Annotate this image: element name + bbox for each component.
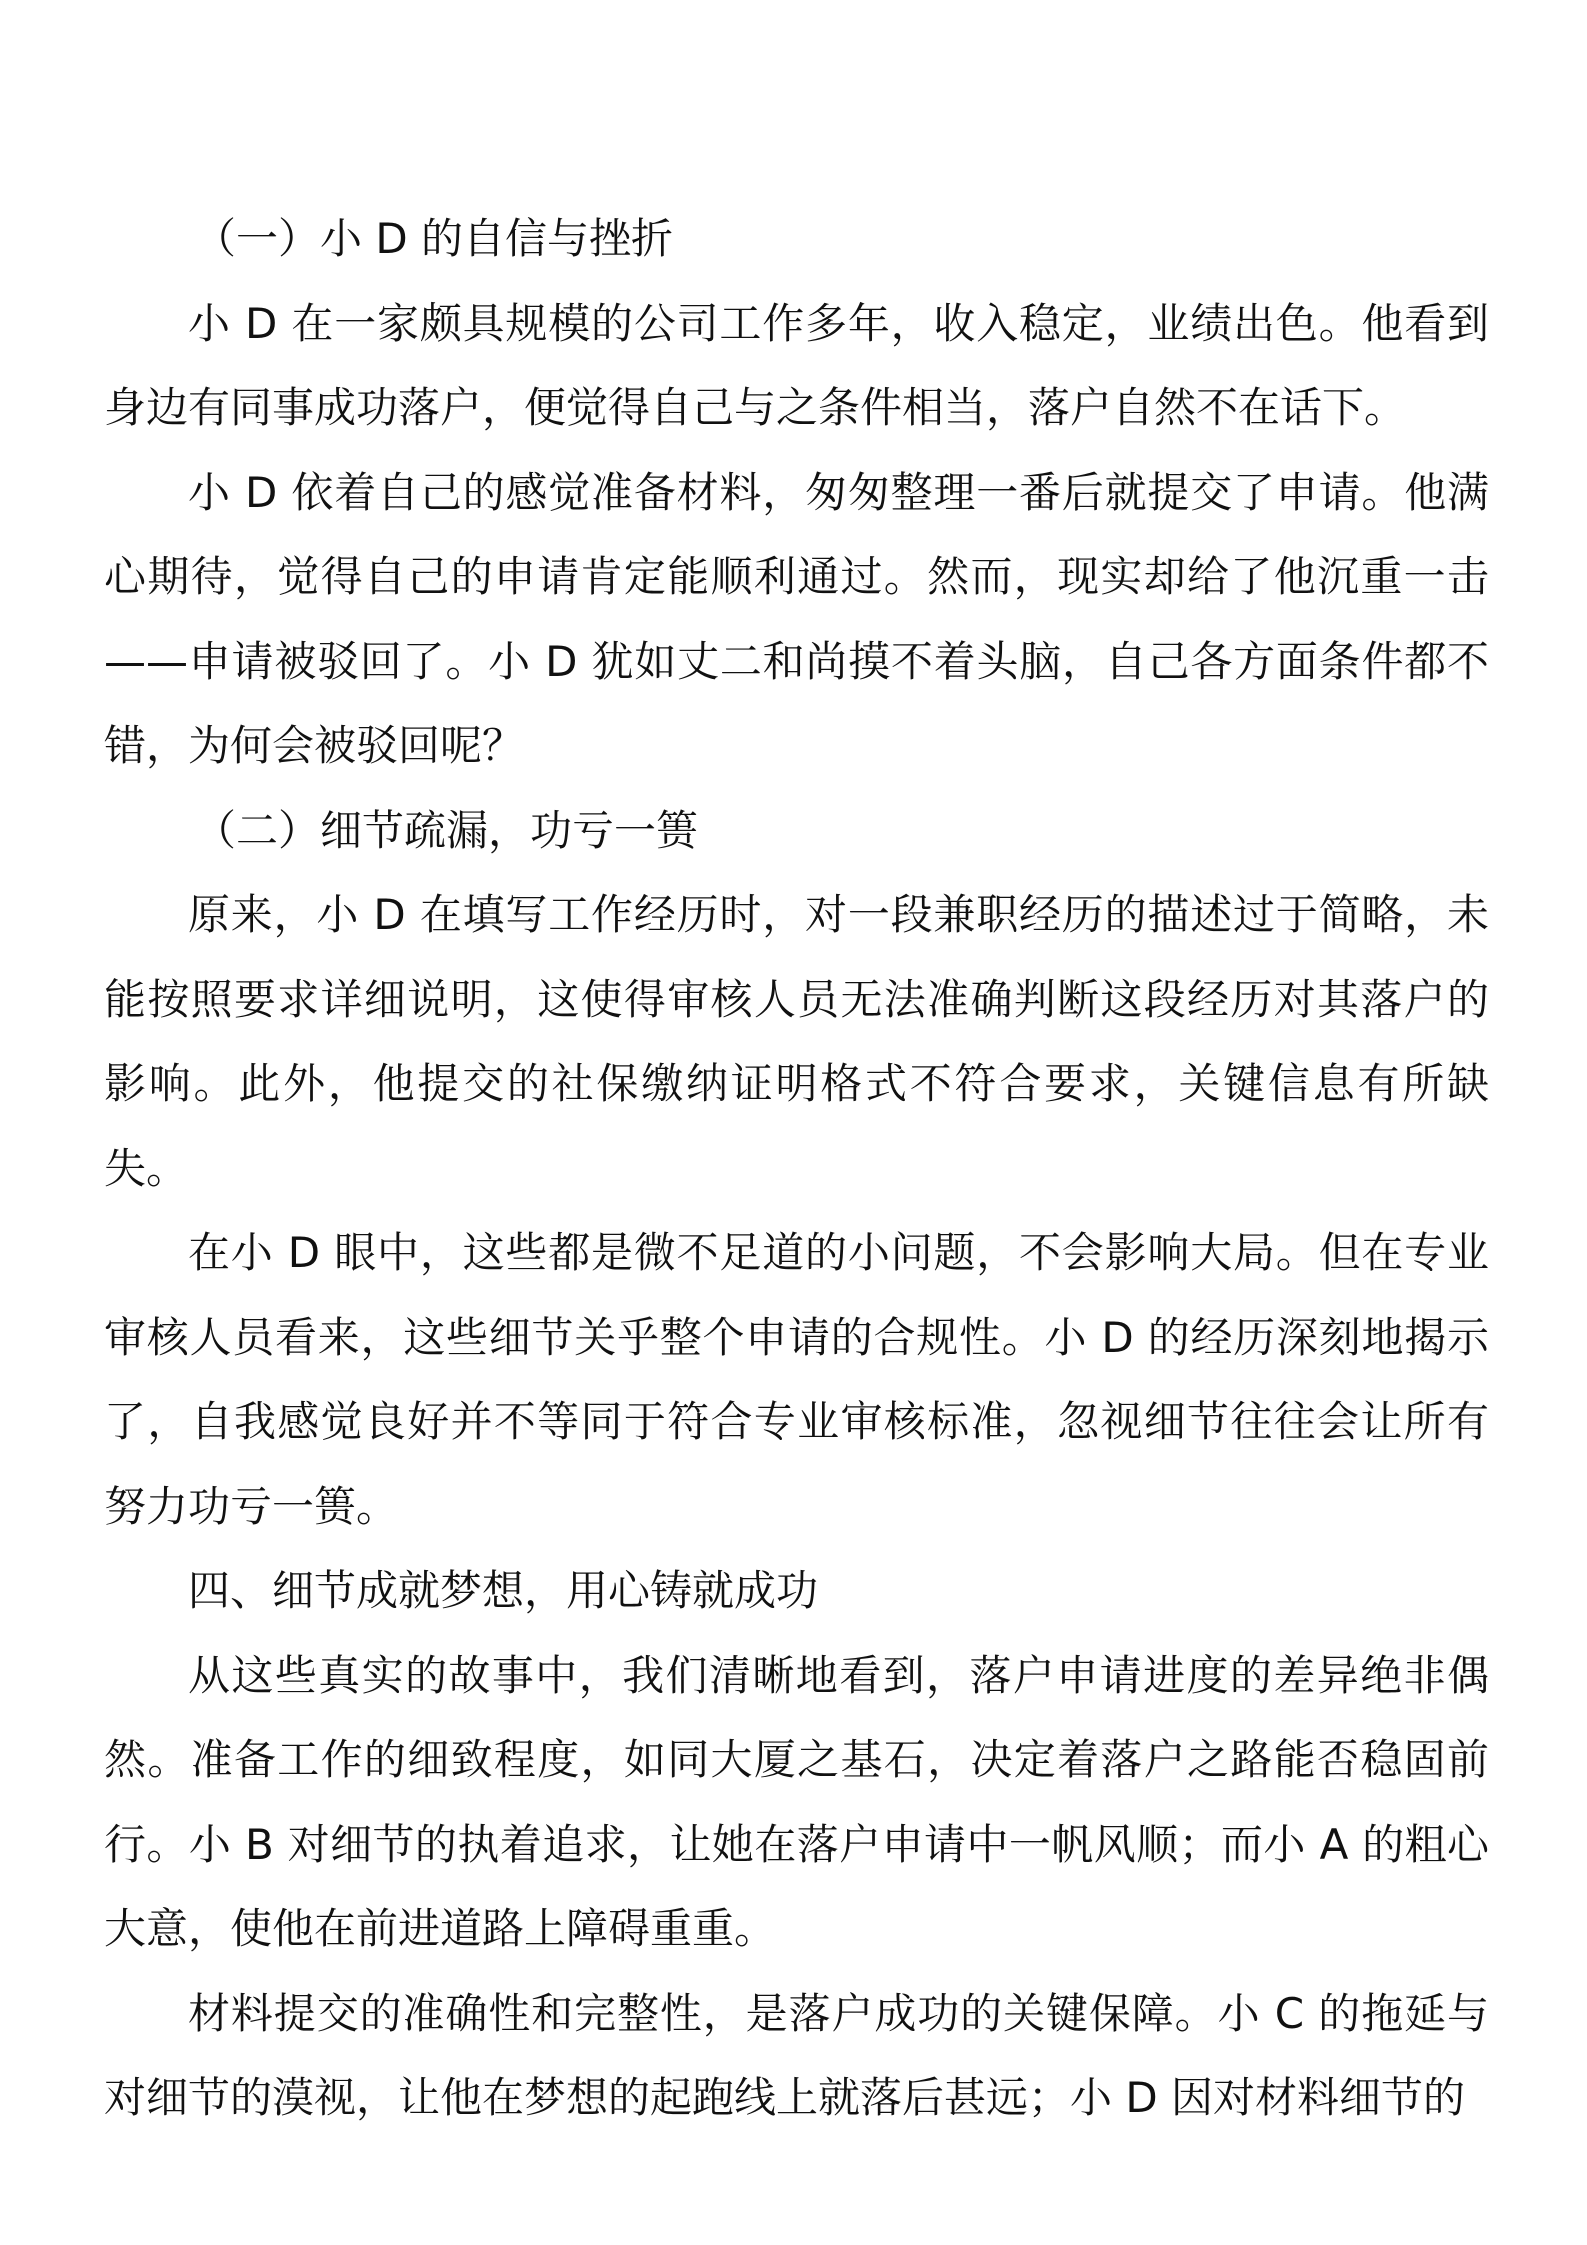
paragraph-1: 小 D 在一家颇具规模的公司工作多年，收入稳定，业绩出色。他看到身边有同事成功落户，便觉得自己与之条件相当，落户自然不在话下。 [104,298,1489,432]
paragraph-6: 材料提交的准确性和完整性，是落户成功的关键保障。小 C 的拖延与对细节的漠视，让他在梦想的起跑线上就落后甚远；小 D 因对材料细节的 [104,1988,1489,2122]
subheading-1: （一）小 D 的自信与挫折 [194,214,674,263]
section-heading-4: 四、细节成就梦想，用心铸就成功 [188,1566,819,1615]
paragraph-3: 原来，小 D 在填写工作经历时，对一段兼职经历的描述过于简略，未能按照要求详细说明，这使得审核人员无法准确判断这段经历对其落户的影响。此外，他提交的社保缴纳证明格式不符合要求，关键信息有所缺失。 [104,890,1489,1193]
paragraph-2: 小 D 依着自己的感觉准备材料，匆匆整理一番后就提交了申请。他满心期待，觉得自己的申请肯定能顺利通过。然而，现实却给了他沉重一击——申请被驳回了。小 D 犹如丈二和尚摸不着头脑，自己各方面条件都不错，为何会被驳回呢？ [104,467,1489,770]
subheading-2: （二）细节疏漏，功亏一篑 [194,805,699,855]
document-body [104,197,1489,2141]
paragraph-4: 在小 D 眼中，这些都是微不足道的小问题，不会影响大局。但在专业审核人员看来，这些细节关乎整个申请的合规性。小 D 的经历深刻地揭示了，自我感觉良好并不等同于符合专业审核标准，忽视细节往往会让所有努力功亏一篑。 [104,1228,1489,1531]
paragraph-5: 从这些真实的故事中，我们清晰地看到，落户申请进度的差异绝非偶然。准备工作的细致程度，如同大厦之基石，决定着落户之路能否稳固前行。小 B 对细节的执着追求，让她在落户申请中一帆风顺；而小 A 的粗心大意，使他在前进道路上障碍重重。 [104,1650,1489,1953]
